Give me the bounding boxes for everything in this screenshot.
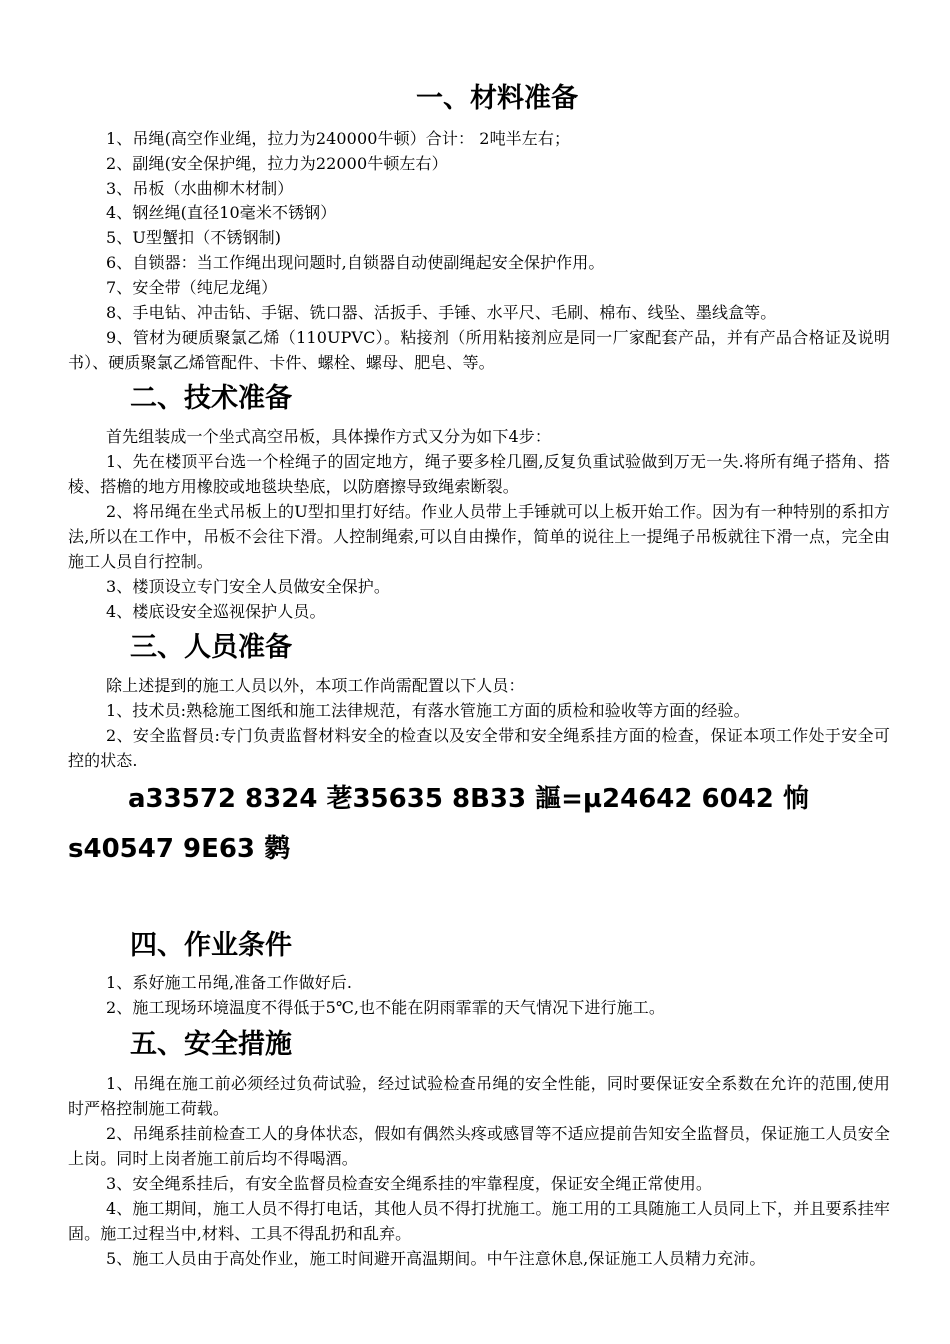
- paragraph: 除上述提到的施工人员以外，本项工作尚需配置以下人员：: [106, 676, 525, 695]
- section-title-materials: 一、材料准备: [416, 83, 578, 114]
- paragraph: 2、吊绳系挂前检查工人的身体状态，假如有偶然头疼或感冒等不适应提前告知安全监督员，保证施工人员安全上岗。同时上岗者施工前后均不得喝酒。: [68, 1124, 890, 1168]
- paragraph: 5、施工人员由于高处作业，施工时间避开高温期间。中午注意休息,保证施工人员精力充沛。: [106, 1249, 766, 1268]
- paragraph: 5、U型蟹扣（不锈钢制): [106, 228, 282, 247]
- paragraph: 4、施工期间，施工人员不得打电话，其他人员不得打扰施工。施工用的工具随施工人员同上下，并且要系挂牢固。施工过程当中,材料、工具不得乱扔和乱弃。: [68, 1199, 890, 1243]
- section-title-personnel: 三、人员准备: [130, 632, 292, 663]
- paragraph: 3、安全绳系挂后，有安全监督员检查安全绳系挂的牢靠程度，保证安全绳正常使用。: [106, 1174, 712, 1193]
- paragraph: 1、系好施工吊绳,准备工作做好后.: [106, 973, 353, 992]
- paragraph: 1、技术员:熟稔施工图纸和施工法律规范，有落水管施工方面的质检和验收等方面的经验。: [106, 701, 750, 720]
- section-title-conditions: 四、作业条件: [130, 930, 292, 961]
- paragraph: 1、吊绳(高空作业绳，拉力为240000牛顿）合计： 2吨半左右；: [106, 129, 571, 148]
- paragraph: 9、管材为硬质聚氯乙烯（110UPVC）。粘接剂（所用粘接剂应是同一厂家配套产品，并有产品合格证及说明书）、硬质聚氯乙烯管配件、卡件、螺栓、螺母、肥皂、等。: [68, 328, 890, 372]
- paragraph: 2、将吊绳在坐式吊板上的U型扣里打好结。作业人员带上手锤就可以上板开始工作。因为有一种特别的系扣方法,所以在工作中，吊板不会往下滑。人控制绳索,可以自由操作，简单的说往上一提绳子吊板就往下滑一点，完全由施工人员自行控制。: [68, 502, 890, 571]
- paragraph: 2、副绳(安全保护绳，拉力为22000牛顿左右）: [106, 154, 448, 173]
- section-title-technical: 二、技术准备: [130, 383, 292, 414]
- paragraph: 1、先在楼顶平台选一个栓绳子的固定地方，绳子要多栓几圈,反复负重试验做到万无一失.将所有绳子搭角、搭棱、搭檐的地方用橡胶或地毯块垫底，以防磨擦导致绳索断裂。: [68, 452, 890, 496]
- paragraph: 1、吊绳在施工前必须经过负荷试验，经过试验检查吊绳的安全性能，同时要保证安全系数在允许的范围,使用时严格控制施工荷载。: [68, 1074, 890, 1118]
- section-title-safety: 五、安全措施: [130, 1029, 292, 1060]
- paragraph: 8、手电钻、冲击钻、手锯、铣口器、活扳手、手锤、水平尺、毛刷、棉布、线坠、墨线盒等。: [106, 303, 777, 322]
- paragraph: 3、吊板（水曲柳木材制）: [106, 179, 294, 198]
- paragraph: 2、施工现场环境温度不得低于5℃,也不能在阴雨霏霏的天气情况下进行施工。: [106, 998, 665, 1017]
- garbled-code-line: a33572 8324 荖35635 8B33 謳=µ24642 6042 恦s40547 9E63 鹲: [68, 784, 809, 864]
- paragraph: 2、安全监督员:专门负责监督材料安全的检查以及安全带和安全绳系挂方面的检查，保证本项工作处于安全可控的状态.: [68, 726, 890, 770]
- paragraph: 4、楼底设安全巡视保护人员。: [106, 602, 326, 621]
- paragraph: 6、自锁器：当工作绳出现问题时,自锁器自动使副绳起安全保护作用。: [106, 253, 605, 272]
- paragraph: 4、钢丝绳(直径10毫米不锈钢）: [106, 203, 337, 222]
- paragraph: 3、楼顶设立专门安全人员做安全保护。: [106, 577, 390, 596]
- paragraph: 首先组装成一个坐式高空吊板，具体操作方式又分为如下4步：: [106, 427, 551, 446]
- paragraph: 7、安全带（纯尼龙绳）: [106, 278, 278, 297]
